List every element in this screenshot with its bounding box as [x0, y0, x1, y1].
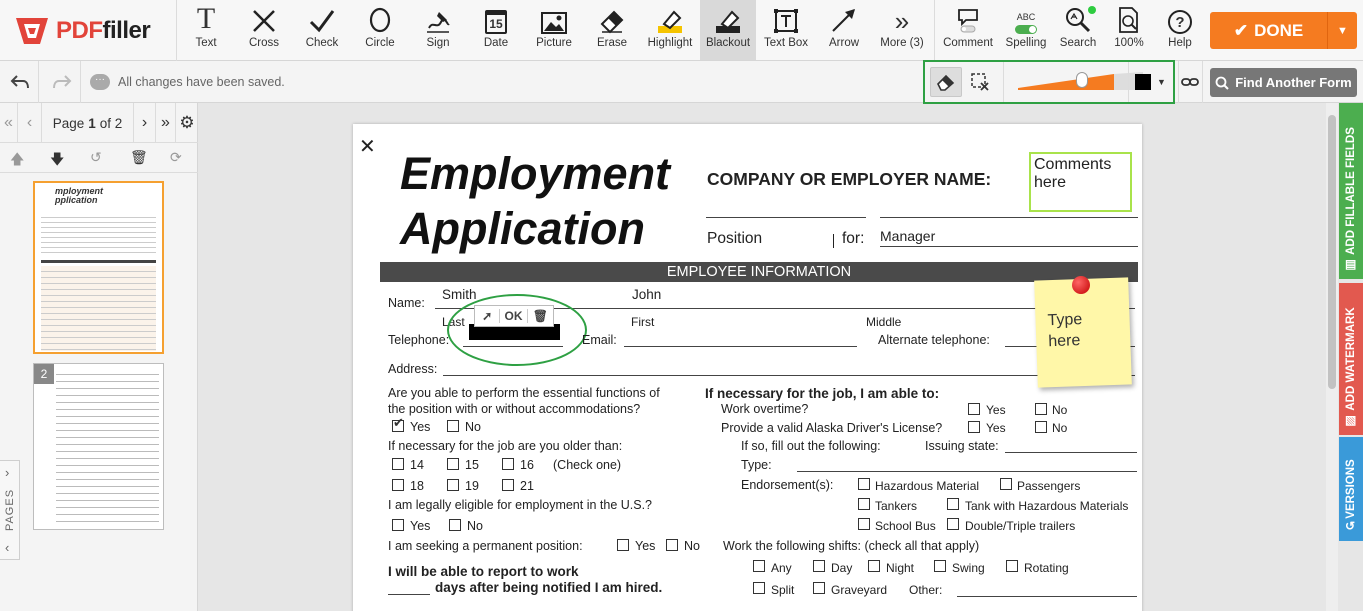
checkbox-label: Yes	[410, 420, 431, 434]
divider	[38, 61, 39, 103]
divider	[443, 375, 1135, 376]
checkbox-overtime-yes[interactable]	[968, 403, 980, 415]
chevron-down-icon: ▼	[1337, 24, 1348, 37]
cross-icon	[251, 8, 277, 34]
tool-label: More (3)	[880, 37, 924, 49]
checkbox-shift-day[interactable]	[813, 560, 825, 572]
checkbox-license-no[interactable]	[1035, 421, 1047, 433]
tool-more[interactable]	[875, 0, 929, 60]
divider	[1128, 62, 1129, 102]
checkbox-label: No	[1052, 421, 1068, 435]
checkbox-label: 15	[465, 458, 479, 472]
blackout-options-panel	[923, 60, 1175, 104]
thumbnail-preview: mployment pplication	[35, 183, 162, 352]
tool-sign[interactable]	[411, 0, 465, 60]
checkbox-shift-graveyard[interactable]	[813, 582, 825, 594]
first-label: First	[631, 315, 655, 329]
double-chevron-left-icon: «	[4, 114, 13, 131]
tool-highlight[interactable]	[642, 0, 698, 60]
email-label: Email:	[582, 333, 617, 347]
checkbox-label: Double/Triple trailers	[965, 519, 1076, 533]
alternate-telephone-label: Alternate telephone:	[878, 333, 990, 347]
blackout-color-picker[interactable]	[1135, 72, 1173, 92]
divider	[80, 61, 81, 103]
pin-icon	[1072, 276, 1090, 294]
picture-icon	[541, 12, 567, 34]
issuing-state-label: Issuing state:	[925, 439, 999, 453]
checkbox-label: Yes	[410, 519, 431, 533]
trash-icon[interactable]: 🗑	[532, 309, 548, 323]
checkbox-label: Yes	[635, 539, 656, 553]
side-tab-label: ADD FILLABLE FIELDS	[1345, 127, 1357, 255]
thumbnail-preview	[56, 368, 159, 525]
next-page-button[interactable]	[134, 103, 156, 143]
pages-panel	[0, 103, 198, 611]
checkbox-label: 16	[520, 458, 534, 472]
done-dropdown-caret[interactable]	[1327, 12, 1357, 49]
able-to-header: If necessary for the job, I am able to:	[705, 386, 940, 401]
checkbox-tank-hazmat[interactable]	[947, 498, 959, 510]
pages-tab[interactable]	[0, 460, 20, 560]
page-total: of 2	[99, 115, 123, 131]
tool-label: Search	[1059, 37, 1097, 49]
divider	[1202, 61, 1203, 103]
redo-icon[interactable]	[52, 74, 72, 90]
checkbox-label: Rotating	[1024, 561, 1069, 575]
checkbox-label: Split	[771, 583, 795, 597]
checkbox-label: Day	[831, 561, 853, 575]
checkbox-shift-any[interactable]	[753, 560, 765, 572]
blackout-eraser-mode[interactable]	[930, 67, 962, 97]
checkbox-passengers[interactable]	[1000, 478, 1012, 490]
comment-textbox[interactable]: Comments here	[1029, 152, 1132, 212]
checkbox-shift-split[interactable]	[753, 582, 765, 594]
divider	[1005, 452, 1137, 453]
checkbox-label: Yes	[986, 403, 1006, 417]
tool-label: 100%	[1114, 37, 1144, 49]
tab-add-watermark[interactable]	[1339, 283, 1363, 435]
document-page[interactable]	[353, 124, 1142, 611]
tool-label: Blackout	[705, 37, 751, 49]
endorsements-label: Endorsement(s):	[741, 478, 834, 492]
text-icon: T	[196, 2, 216, 35]
checkbox-age-16[interactable]	[502, 458, 514, 470]
checkbox-label: Swing	[952, 561, 985, 575]
checkbox-label: Any	[771, 561, 792, 575]
tool-date[interactable]	[469, 0, 523, 60]
chevron-down-icon: ▼	[1157, 77, 1166, 87]
position-label: Position	[707, 230, 763, 247]
watermark-icon: ▧	[1345, 413, 1357, 427]
search-status-dot	[1088, 6, 1096, 14]
divider	[624, 346, 857, 347]
tool-label: Check	[305, 37, 339, 49]
page-current: 1	[88, 115, 96, 131]
eraser-icon	[936, 73, 956, 91]
page-navigator	[0, 103, 198, 143]
tab-add-fillable-fields[interactable]	[1339, 103, 1363, 279]
done-label: DONE	[1254, 20, 1304, 40]
question-age: If necessary for the job are you older than:	[388, 439, 623, 453]
pages-tab-label: PAGES	[3, 488, 16, 532]
gear-icon: ⚙	[179, 113, 195, 132]
checkbox-label: School Bus	[875, 519, 936, 533]
checkbox-label: Tank with Hazardous Materials	[965, 499, 1129, 513]
question-license: Provide a valid Alaska Driver's License?	[721, 421, 943, 435]
checkbox-label: 21	[520, 479, 534, 493]
sticky-note-text: Type here	[1047, 311, 1083, 351]
chat-bubble-icon: ···	[90, 74, 110, 90]
tool-help[interactable]	[1156, 0, 1204, 60]
color-swatch	[1135, 74, 1151, 90]
other-label: Other:	[909, 583, 943, 597]
question-essential-functions: Are you able to perform the essential functions of	[388, 386, 660, 400]
blackout-remove-mode[interactable]	[967, 68, 993, 96]
checkbox-hazmat[interactable]	[858, 478, 870, 490]
arrow-icon	[830, 6, 858, 34]
checkbox-overtime-no[interactable]	[1035, 403, 1047, 415]
tool-label: Picture	[536, 37, 572, 49]
document-canvas	[198, 103, 1326, 611]
side-tab-label: VERSIONS	[1345, 459, 1357, 519]
tool-label: Circle	[365, 37, 395, 49]
checkbox-label: Night	[886, 561, 915, 575]
pdffiller-logo[interactable]	[0, 0, 177, 61]
save-status-text: All changes have been saved.	[118, 75, 285, 89]
logo-text: PDFfiller	[56, 16, 151, 44]
checkmark-icon: ✔	[393, 415, 404, 430]
tool-circle[interactable]	[353, 0, 407, 60]
divider	[1003, 62, 1004, 102]
checkbox-age-14[interactable]	[392, 458, 404, 470]
divider	[706, 217, 866, 218]
report-to-work-text-cont: days after being notified I am hired.	[435, 580, 663, 595]
checkbox-age-19[interactable]	[447, 479, 459, 491]
double-chevron-right-icon: »	[161, 114, 170, 131]
checkbox-eligible-no[interactable]	[449, 519, 461, 531]
chevron-right-icon: ›	[5, 465, 10, 480]
tool-picture[interactable]	[526, 0, 582, 60]
refresh-page-icon[interactable]: ⟳	[170, 149, 182, 165]
remove-box-icon	[971, 73, 989, 91]
history-icon: ↺	[1345, 519, 1356, 533]
checkbox-label: No	[684, 539, 700, 553]
sticky-note[interactable]	[1034, 277, 1132, 387]
checkbox-label: Tankers	[875, 499, 918, 513]
undo-icon[interactable]	[10, 74, 30, 90]
for-label: for:	[842, 230, 865, 247]
divider	[797, 471, 1137, 472]
checkbox-label: Yes	[986, 421, 1006, 435]
tool-label: Highlight	[647, 37, 693, 49]
shifts-label: Work the following shifts: (check all that apply)	[723, 539, 980, 553]
checkbox-label: 19	[465, 479, 479, 493]
tool-textbox[interactable]	[758, 0, 814, 60]
calendar-icon: 15	[485, 10, 507, 34]
prev-page-button[interactable]	[18, 103, 42, 143]
tool-text[interactable]	[180, 0, 232, 60]
checkbox-permanent-yes[interactable]	[617, 539, 629, 551]
section-header: EMPLOYEE INFORMATION	[380, 262, 1138, 282]
form-title-line2: Application	[400, 203, 645, 254]
checkbox-shift-rotating[interactable]	[1006, 560, 1018, 572]
tool-label: Arrow	[828, 37, 860, 49]
tool-comment[interactable]	[940, 0, 996, 60]
position-value[interactable]: Manager	[880, 228, 936, 244]
move-icon[interactable]: ➚	[475, 309, 500, 323]
check-one-note: (Check one)	[553, 458, 622, 472]
chevron-right-icon: ›	[141, 114, 148, 131]
question-eligible: I am legally eligible for employment in the U.S.?	[388, 498, 653, 512]
divider	[957, 596, 1137, 597]
opacity-slider-handle[interactable]	[1076, 72, 1088, 88]
save-status	[90, 74, 285, 90]
find-label: Find Another Form	[1235, 75, 1352, 90]
checkbox-label: No	[465, 420, 481, 434]
tool-label: Comment	[943, 37, 993, 49]
checkbox-able-yes[interactable]	[392, 415, 404, 432]
checkbox-license-yes[interactable]	[968, 421, 980, 433]
address-label: Address:	[388, 362, 438, 376]
first-name-value[interactable]: John	[632, 287, 662, 302]
check-icon	[308, 8, 336, 34]
highlight-circle-annotation	[447, 294, 587, 366]
tab-versions[interactable]	[1339, 437, 1363, 541]
page-settings-button[interactable]	[176, 103, 198, 143]
help-icon: ?	[1168, 10, 1192, 34]
tool-label: Text Box	[763, 37, 809, 49]
checkbox-label: No	[1052, 403, 1068, 417]
textbox-icon	[773, 8, 799, 34]
tool-check[interactable]	[295, 0, 349, 60]
check-icon: ✔	[1233, 20, 1249, 40]
checkbox-label: 18	[410, 479, 424, 493]
tool-search[interactable]	[1053, 0, 1103, 60]
tool-label: Cross	[248, 37, 280, 49]
checkbox-shift-swing[interactable]	[934, 560, 946, 572]
toolbar-separator	[934, 0, 935, 60]
rotate-page-icon[interactable]: ↺	[90, 149, 102, 165]
chevron-left-icon: ‹	[5, 540, 10, 555]
more-icon: »	[894, 6, 910, 36]
spelling-abc-badge: ABC	[1016, 12, 1036, 22]
opacity-slider[interactable]	[1018, 72, 1146, 92]
divider	[880, 246, 1138, 247]
checkbox-age-15[interactable]	[447, 458, 459, 470]
form-title-line1: Employment	[400, 148, 671, 199]
tool-label: Help	[1168, 37, 1192, 49]
checkbox-age-21[interactable]	[502, 479, 514, 491]
thumbnail-number: 2	[34, 364, 54, 384]
checkbox-able-no[interactable]	[447, 420, 459, 432]
name-label: Name:	[388, 296, 425, 310]
report-to-work-text: I will be able to report to work	[388, 564, 579, 579]
tool-erase[interactable]	[585, 0, 639, 60]
scrollbar-thumb[interactable]	[1328, 115, 1336, 389]
if-so-label: If so, fill out the following:	[741, 439, 881, 453]
highlight-icon	[656, 8, 684, 34]
checkbox-label: 14	[410, 458, 424, 472]
comment-icon	[956, 6, 980, 34]
sign-icon	[425, 8, 451, 34]
tool-label: Sign	[426, 37, 450, 49]
last-label: Last	[442, 315, 465, 329]
text-cursor	[833, 234, 834, 248]
page-indicator[interactable]	[42, 103, 134, 143]
question-permanent: I am seeking a permanent position:	[388, 539, 583, 553]
link-icon[interactable]	[1181, 75, 1199, 89]
divider	[880, 217, 1138, 218]
checkbox-permanent-no[interactable]	[666, 539, 678, 551]
checkbox-eligible-yes[interactable]	[392, 519, 404, 531]
popup-ok-button[interactable]: OK	[500, 309, 527, 323]
checkbox-label: Hazardous Material	[875, 479, 980, 493]
close-icon[interactable]: ✕	[359, 136, 376, 158]
checkbox-school-bus[interactable]	[858, 518, 870, 530]
form-icon: ▤	[1345, 257, 1357, 271]
logo-icon	[14, 14, 50, 48]
question-essential-functions-cont: the position with or without accommodations?	[388, 402, 641, 416]
move-page-up-icon[interactable]: 🡅	[10, 151, 25, 167]
divider	[1178, 61, 1179, 103]
tool-label: Text	[195, 37, 217, 49]
chevron-left-icon: ‹	[26, 114, 33, 131]
delete-page-icon[interactable]: 🗑	[130, 149, 148, 165]
tool-label: Erase	[596, 37, 628, 49]
type-label: Type:	[741, 458, 772, 472]
last-name-value[interactable]: Smith	[442, 287, 477, 302]
last-page-button[interactable]	[156, 103, 176, 143]
page-thumbnail-2[interactable]	[33, 363, 164, 530]
page-tools	[0, 143, 198, 173]
telephone-label: Telephone:	[388, 333, 450, 347]
tool-zoom[interactable]	[1106, 0, 1152, 60]
page-thumbnail-1[interactable]	[33, 181, 164, 354]
question-overtime: Work overtime?	[721, 402, 809, 416]
eraser-icon	[598, 8, 626, 34]
circle-icon	[368, 6, 392, 34]
tool-label: Spelling	[1005, 37, 1047, 49]
tool-arrow[interactable]	[817, 0, 871, 60]
blackout-icon	[714, 8, 742, 34]
checkbox-tankers[interactable]	[858, 498, 870, 510]
company-label: COMPANY OR EMPLOYER NAME:	[707, 169, 992, 189]
checkbox-shift-night[interactable]	[868, 560, 880, 572]
tool-label: Date	[483, 37, 509, 49]
side-tab-label: ADD WATERMARK	[1345, 307, 1357, 411]
checkbox-label: Graveyard	[831, 583, 888, 597]
tool-cross[interactable]	[237, 0, 291, 60]
checkbox-label: Passengers	[1017, 479, 1081, 493]
find-another-form-button[interactable]	[1210, 68, 1357, 97]
checkbox-double-triple[interactable]	[947, 518, 959, 530]
tool-spelling[interactable]	[998, 0, 1054, 60]
report-days-blank[interactable]	[388, 594, 430, 595]
spelling-icon	[1015, 25, 1037, 34]
search-icon	[1215, 76, 1229, 90]
tool-blackout[interactable]	[700, 0, 756, 60]
move-page-down-icon[interactable]: 🡇	[50, 151, 65, 167]
page-prefix: Page	[52, 115, 85, 131]
middle-label: Middle	[866, 315, 902, 329]
checkbox-label: No	[467, 519, 483, 533]
zoom-icon	[1116, 6, 1142, 34]
first-page-button[interactable]	[0, 103, 18, 143]
checkbox-age-18[interactable]	[392, 479, 404, 491]
main-toolbar	[0, 0, 1363, 61]
done-button[interactable]	[1210, 12, 1357, 49]
divider	[463, 346, 563, 347]
